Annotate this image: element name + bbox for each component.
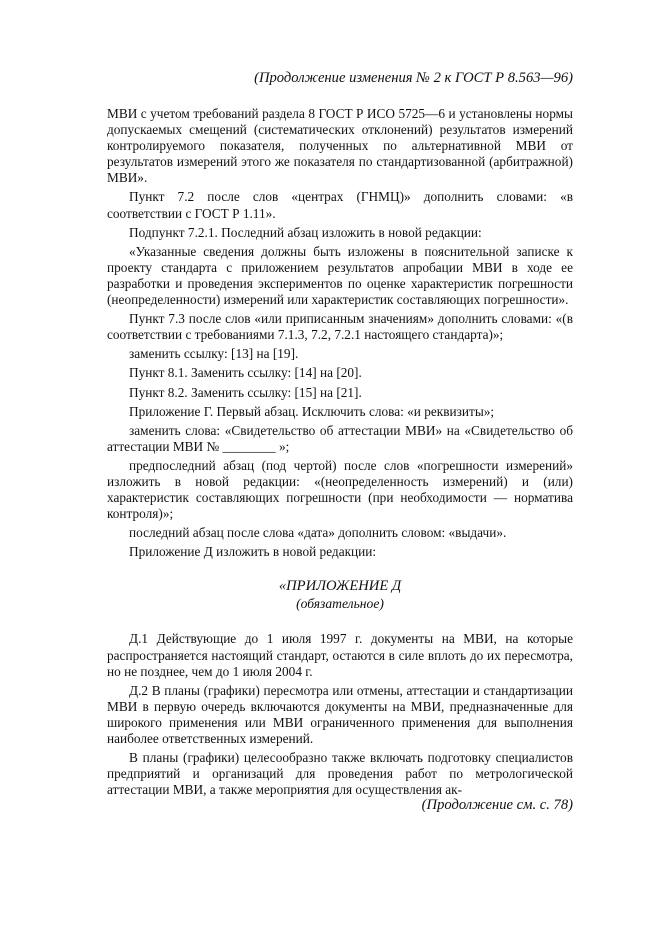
paragraph-item-7-2: Пункт 7.2 после слов «центрах (ГНМЦ)» дополнить словами: «в соответствии с ГОСТ Р 1.11». bbox=[107, 189, 573, 221]
appendix-paragraph-plans: В планы (графики) целесообразно также включать подготовку специалистов предприятий и организаций для проведения работ по метрологической аттестации МВИ, а также мероприятия для осуществления ак- bbox=[107, 750, 573, 798]
paragraph-ref-13: заменить ссылку: [13] на [19]. bbox=[129, 346, 299, 362]
paragraph-penultimate: предпоследний абзац (под чертой) после слов «погрешности измерений» изложить в новой редакции: «(неопределенность измерений) и (или) характеристик составляющих погрешности (при необходимости — норматива контроля)»; bbox=[107, 457, 573, 522]
paragraph-appendix-g: Приложение Г. Первый абзац. Исключить слова: «и реквизиты»; bbox=[129, 403, 495, 419]
document-body bbox=[107, 106, 573, 801]
appendix-paragraph-d2: Д.2 В планы (графики) пересмотра или отмены, аттестации и стандартизации МВИ в первую очередь включаются документы на МВИ, предназначенные для широкого применения или МВИ ограниченного применения для выполнения наиболее ответственных измерений. bbox=[107, 682, 573, 746]
continuation-footer: (Продолжение см. с. 78) bbox=[421, 797, 573, 813]
paragraph-item-7-3: Пункт 7.3 после слов «или приписанным значениям» дополнить словами: «(в соответствии с требованиями 7.1.3, 7.2, 7.2.1 настоящего стандарта)»; bbox=[107, 311, 573, 343]
appendix-paragraph-d1: Д.1 Действующие до 1 июля 1997 г. документы на МВИ, на которые распространяется настоящий стандарт, остаются в силе вплоть до их пересмотра, но не позднее, чем до 1 июля 2004 г. bbox=[107, 631, 573, 679]
paragraph-last-date: последний абзац после слова «дата» дополнить словом: «выдачи». bbox=[129, 525, 507, 541]
appendix-subtitle: (обязательное) bbox=[296, 596, 384, 612]
paragraph-certificate: заменить слова: «Свидетельство об аттестации МВИ» на «Свидетельство об аттестации МВИ № ________ »; bbox=[107, 422, 573, 454]
paragraph-item-8-2: Пункт 8.2. Заменить ссылку: [15] на [21]. bbox=[129, 384, 362, 400]
paragraph-item-8-1: Пункт 8.1. Заменить ссылку: [14] на [20]. bbox=[129, 365, 362, 381]
continuation-header: (Продолжение изменения № 2 к ГОСТ Р 8.563—96) bbox=[254, 70, 573, 86]
paragraph-continued: МВИ с учетом требований раздела 8 ГОСТ Р ИСО 5725—6 и установлены нормы допускаемых смещений (систематических отклонений) результатов измерений контролируемого показателя, полученных по альтернативной МВИ от результатов измерений этого же показателя по стандартизованной (арбитражной) МВИ». bbox=[107, 106, 573, 186]
appendix-title: «ПРИЛОЖЕНИЕ Д bbox=[278, 578, 402, 595]
paragraph-appendix-d-intro: Приложение Д изложить в новой редакции: bbox=[129, 544, 377, 560]
paragraph-item-7-2-1: Подпункт 7.2.1. Последний абзац изложить в новой редакции: bbox=[129, 224, 482, 240]
paragraph-quote-7-2-1: «Указанные сведения должны быть изложены в пояснительной записке к проекту стандарта с приложением результатов апробации МВИ в ходе ее разработки и проведения экспериментов по оценке характеристик погрешности (неопределенности) измерений или характеристик составляющих погрешности». bbox=[107, 243, 573, 308]
